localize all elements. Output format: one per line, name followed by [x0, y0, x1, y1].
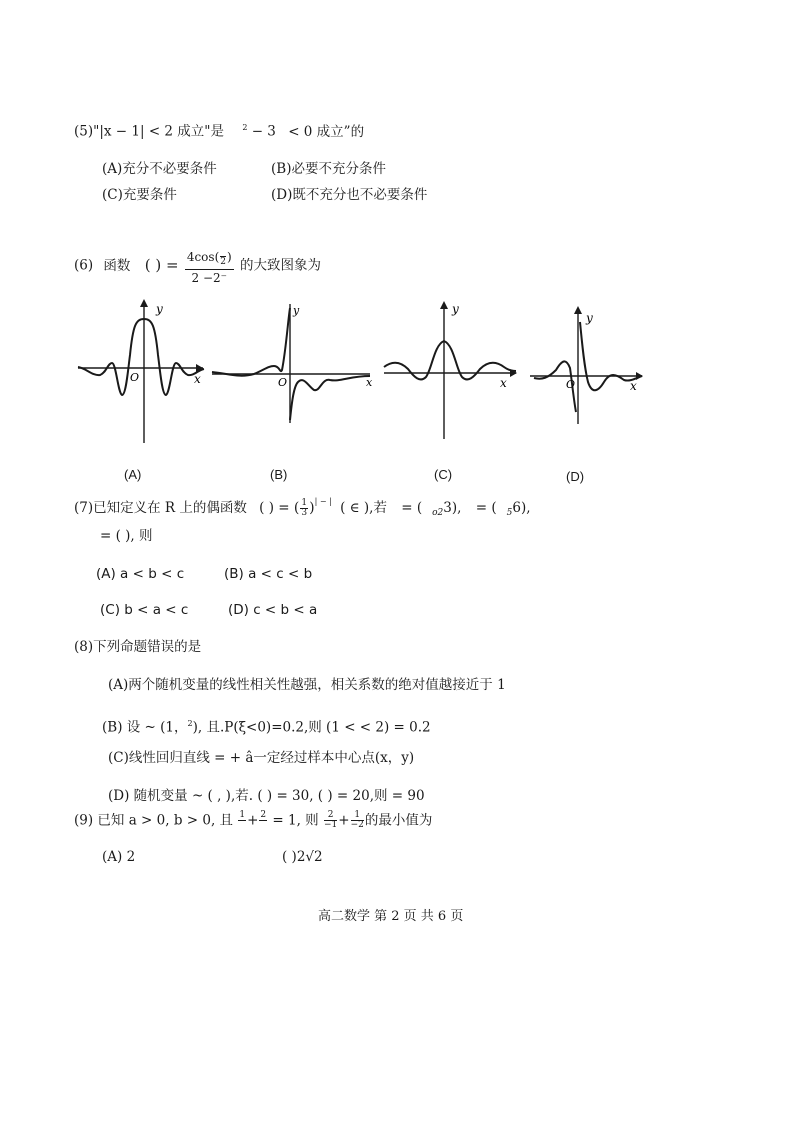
q7-base-open: ( — [293, 500, 300, 516]
q9-frac-3 — [324, 811, 337, 831]
q6-frac-num — [185, 247, 234, 270]
q9-frac-3-den: −1 — [323, 820, 338, 831]
q6-caption-b: (B) — [270, 467, 288, 482]
q9-stem — [74, 811, 432, 831]
graph-b-curve-left — [212, 308, 290, 376]
page-footer: 高二数学 第 2 页 共 6 页 — [318, 909, 464, 924]
graph-b-curve-right — [290, 376, 370, 420]
graph-b-origin: O — [278, 376, 288, 389]
q7-a-def-b: 3), — [443, 500, 462, 516]
q7-a-def: = ( — [401, 500, 423, 516]
q6-graph-a — [78, 295, 208, 445]
graph-b-x-label: x — [366, 376, 373, 389]
q9-frac-1 — [238, 811, 246, 831]
graph-d-x-label: x — [630, 379, 637, 393]
q9-stem-a: (9) 已知 a > 0, b > 0, 且 — [74, 812, 234, 829]
q6-label: (6) — [74, 257, 94, 274]
q6-graph-c — [382, 297, 522, 442]
q9-frac-4-den: −2 — [350, 820, 364, 831]
q8-option-c: (C)线性回归直线 = + â一定经过样本中心点(x，y) — [108, 750, 415, 766]
q7-b-sub: 5 — [506, 508, 513, 518]
q6-frac-paren-open: ( — [214, 249, 220, 264]
q7-func: ( ) = — [259, 500, 290, 516]
q7-option-a: (A) a < b < c — [96, 566, 185, 582]
q9-frac-4-num: 1 — [351, 811, 364, 821]
q9-plus-2: + — [338, 812, 350, 829]
graph-c-y-arrow — [440, 301, 448, 309]
graph-c-y-label: y — [452, 302, 459, 316]
q5-option-b: (B)必要不充分条件 — [271, 161, 386, 177]
q7-a-sub: o2 — [432, 508, 444, 518]
q7-base-num: 1 — [301, 497, 308, 508]
q7-option-d: (D) c < b < a — [228, 602, 318, 618]
q5-stem-a: (5)"|x − 1| < 2 成立"是 — [74, 123, 225, 140]
q6-graph-b — [210, 300, 375, 425]
q7-exponent: | − | — [314, 497, 332, 506]
q9-plus: + — [247, 812, 259, 829]
q9-stem-b: = 1, 则 — [272, 812, 319, 829]
q9-frac-2-den — [259, 821, 267, 830]
q5-option-d: (D)既不充分也不必要条件 — [271, 187, 428, 203]
q8-option-b-b: ), 且.P(ξ<0)=0.2,则 (1 < < 2) = 0.2 — [192, 719, 431, 736]
q6-func-lhs: ( ) = — [144, 255, 179, 274]
graph-a-x-label: x — [194, 372, 201, 386]
q5-option-c: (C)充要条件 — [102, 187, 177, 203]
q7-option-c: (C) b < a < c — [100, 602, 189, 618]
q7-domain: ( ∈ ),若 — [340, 500, 387, 516]
q8-option-d: (D) 随机变量 ~ ( , ),若. ( ) = 30, ( ) = 20,则 = 90 — [108, 788, 425, 804]
q9-frac-3-num: 2 — [324, 811, 337, 821]
q7-stem-a: (7)已知定义在 R 上的偶函数 — [74, 500, 247, 516]
q7-base-den: 3 — [301, 508, 308, 518]
graph-a-origin: O — [130, 371, 140, 384]
q6-fraction — [185, 247, 234, 285]
q6-frac-inner-num — [220, 247, 226, 257]
q9-option-b: ( )2√2 — [282, 849, 323, 865]
q6-frac-paren-close: ) — [227, 249, 232, 264]
q7-b-def-b: 6), — [512, 500, 531, 516]
graph-d-origin: O — [566, 378, 576, 391]
q9-frac-4 — [351, 811, 364, 831]
q6-caption-d: (D) — [566, 469, 585, 484]
q8-option-a: (A)两个随机变量的线性相关性越强，相关系数的绝对值越接近于 1 — [108, 677, 506, 693]
q6-caption-c: (C) — [434, 467, 453, 482]
q6-func-word: 函数 — [103, 257, 131, 274]
q8-option-b — [102, 720, 431, 735]
q5-stem-b: − 3 — [251, 123, 276, 140]
graph-b-y-label: y — [293, 304, 300, 317]
q6-stem — [74, 247, 321, 285]
graph-d-y-arrow — [574, 306, 582, 314]
q9-frac-1-den — [238, 821, 246, 830]
q7-b-def: = ( — [475, 500, 497, 516]
q5-stem — [74, 124, 364, 139]
q8-option-b-a: (B) 设 ~ (1， — [102, 719, 188, 736]
q5-option-a: (A)充分不必要条件 — [102, 161, 217, 177]
q6-caption-a: (A) — [124, 467, 142, 482]
q6-frac-num-a: 4cos — [186, 249, 215, 264]
q6-graph-d — [528, 302, 648, 427]
q7-stem — [74, 497, 531, 519]
q9-stem-c: 的最小值为 — [364, 812, 433, 829]
q5-stem-sup: 2 — [242, 123, 248, 132]
graph-a-curve — [78, 319, 204, 395]
q8-stem: (8)下列命题错误的是 — [74, 639, 202, 655]
q7-option-b: (B) a < c < b — [224, 566, 313, 582]
q9-frac-2 — [259, 811, 267, 831]
q6-frac-inner — [220, 247, 226, 268]
q9-frac-2-num: 2 — [260, 810, 267, 820]
q6-suffix: 的大致图象为 — [239, 257, 321, 274]
q7-base-close: ) — [309, 500, 315, 516]
graph-a-y-arrow — [140, 299, 148, 307]
graph-a-y-label: y — [156, 302, 163, 316]
q6-frac-inner-den: 2 — [220, 257, 226, 268]
q6-frac-den: 2 −2⁻ — [191, 270, 227, 285]
q7-c-def: = ( ), 则 — [100, 528, 153, 544]
q9-frac-1-num: 1 — [239, 810, 246, 820]
q9-option-a: (A) 2 — [102, 849, 136, 865]
q7-base-frac — [300, 499, 308, 519]
graph-c-x-label: x — [500, 376, 507, 390]
graph-d-y-label: y — [586, 311, 593, 325]
q8-option-b-sup: 2 — [187, 719, 193, 728]
q5-stem-c: < 0 成立”的 — [288, 123, 365, 140]
